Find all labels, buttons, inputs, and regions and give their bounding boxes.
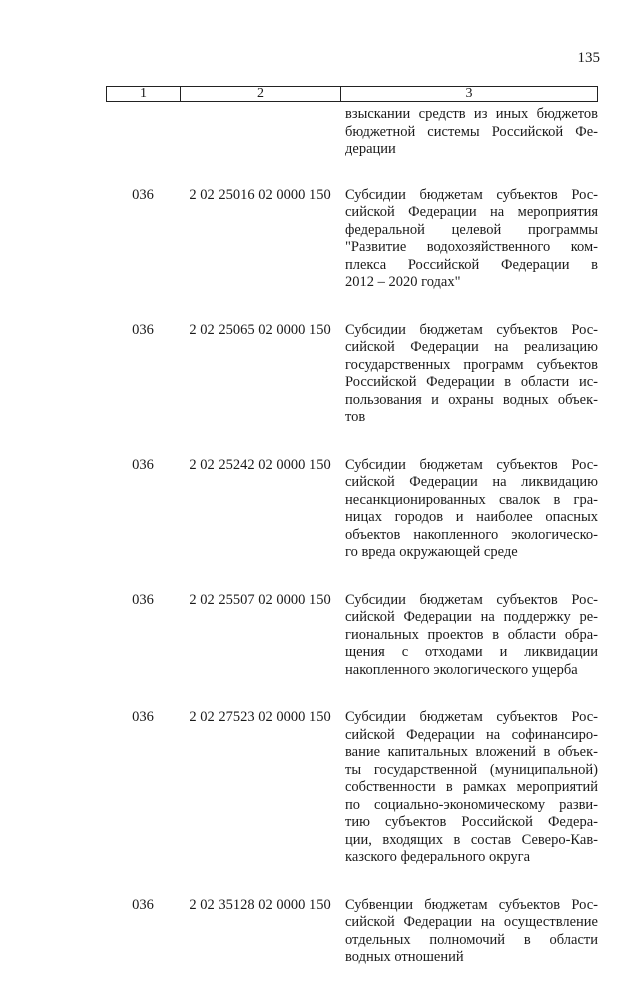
kbk-cell: 2 02 35128 02 0000 150 — [189, 896, 331, 913]
description-line: казского федерального округа — [345, 849, 531, 865]
description-line: щения с отходами и ликвидации — [345, 644, 598, 660]
table-row — [106, 457, 598, 562]
description-line: по социально-экономическому разви- — [345, 796, 598, 813]
description-line: дерации — [345, 141, 396, 157]
description-line: ницах городов и наиболее опасных — [345, 509, 598, 525]
description-line: сийской Федерации на мероприятия — [345, 204, 598, 220]
description-line: Субсидии бюджетам субъектов Рос- — [345, 321, 598, 338]
description-line: го вреда окружающей среде — [345, 544, 518, 560]
table-row — [106, 322, 598, 427]
description-cell — [340, 106, 598, 159]
header-col-3: 3 — [465, 86, 473, 101]
code-cell: 036 — [132, 456, 154, 473]
description-cell — [340, 897, 598, 967]
description-line: сийской Федерации на софинансиро- — [345, 726, 598, 743]
description-cell — [340, 709, 598, 867]
kbk-cell: 2 02 25242 02 0000 150 — [189, 456, 331, 473]
description-line: сийской Федерации на реализацию — [345, 339, 598, 355]
description-line: сийской Федерации на ликвидацию — [345, 474, 598, 490]
code-cell: 036 — [132, 186, 154, 203]
table-row — [106, 592, 598, 680]
description-line: взыскании средств из иных бюджетов — [345, 106, 598, 122]
page-number: 135 — [577, 50, 600, 66]
table-row — [106, 897, 598, 967]
kbk-cell: 2 02 25507 02 0000 150 — [189, 591, 331, 608]
description-line: "Развитие водохозяйственного ком- — [345, 239, 598, 255]
kbk-cell: 2 02 25016 02 0000 150 — [189, 186, 331, 203]
description-line: собственности в рамках мероприятий — [345, 779, 598, 795]
description-line: сийской Федерации на осуществление — [345, 914, 598, 930]
kbk-cell: 2 02 27523 02 0000 150 — [189, 709, 331, 725]
description-cell — [340, 592, 598, 680]
description-line: Субсидии бюджетам субъектов Рос- — [345, 456, 598, 473]
description-line: несанкционированных свалок в гра- — [345, 491, 598, 508]
code-cell: 036 — [132, 591, 154, 608]
description-cell — [340, 322, 598, 427]
description-cell — [340, 457, 598, 562]
description-line: тию субъектов Российской Федера- — [345, 814, 598, 830]
table-body — [106, 106, 598, 997]
description-line: 2012 – 2020 годах" — [345, 274, 461, 290]
description-line: тов — [345, 409, 366, 425]
code-cell: 036 — [132, 321, 154, 338]
description-line: водных отношений — [345, 949, 464, 965]
description-line: гиональных проектов в области обра- — [345, 626, 598, 643]
description-line: бюджетной системы Российской Фе- — [345, 123, 598, 140]
description-cell — [340, 187, 598, 292]
table-row — [106, 709, 598, 867]
table-row-continuation — [106, 106, 598, 159]
description-line: ции, входящих в состав Северо-Кав- — [345, 831, 598, 848]
table-row — [106, 187, 598, 292]
description-line: отдельных полномочий в области — [345, 931, 598, 948]
description-line: Субвенции бюджетам субъектов Рос- — [345, 896, 598, 913]
description-line: Субсидии бюджетам субъектов Рос- — [345, 591, 598, 608]
description-line: пользования и охраны водных объек- — [345, 391, 598, 408]
kbk-cell: 2 02 25065 02 0000 150 — [189, 321, 331, 338]
table-header — [106, 86, 598, 102]
description-line: накопленного экологического ущерба — [345, 661, 578, 678]
description-line: плекса Российской Федерации в — [345, 256, 598, 273]
description-line: государственных программ субъектов — [345, 356, 598, 373]
description-line: Субсидии бюджетам субъектов Рос- — [345, 186, 598, 203]
code-cell: 036 — [132, 709, 154, 725]
description-line: ты государственной (муниципальной) — [345, 761, 598, 778]
header-col-1: 1 — [107, 87, 181, 101]
description-line: Российской Федерации в области ис- — [345, 374, 598, 390]
description-line: Субсидии бюджетам субъектов Рос- — [345, 709, 598, 725]
header-col-2: 2 — [181, 87, 341, 101]
description-line: федеральной целевой программы — [345, 221, 598, 238]
code-cell: 036 — [132, 896, 154, 913]
description-line: вание капитальных вложений в объек- — [345, 744, 598, 760]
description-line: объектов накопленного экологическо- — [345, 526, 598, 543]
description-line: сийской Федерации на поддержку ре- — [345, 609, 598, 625]
